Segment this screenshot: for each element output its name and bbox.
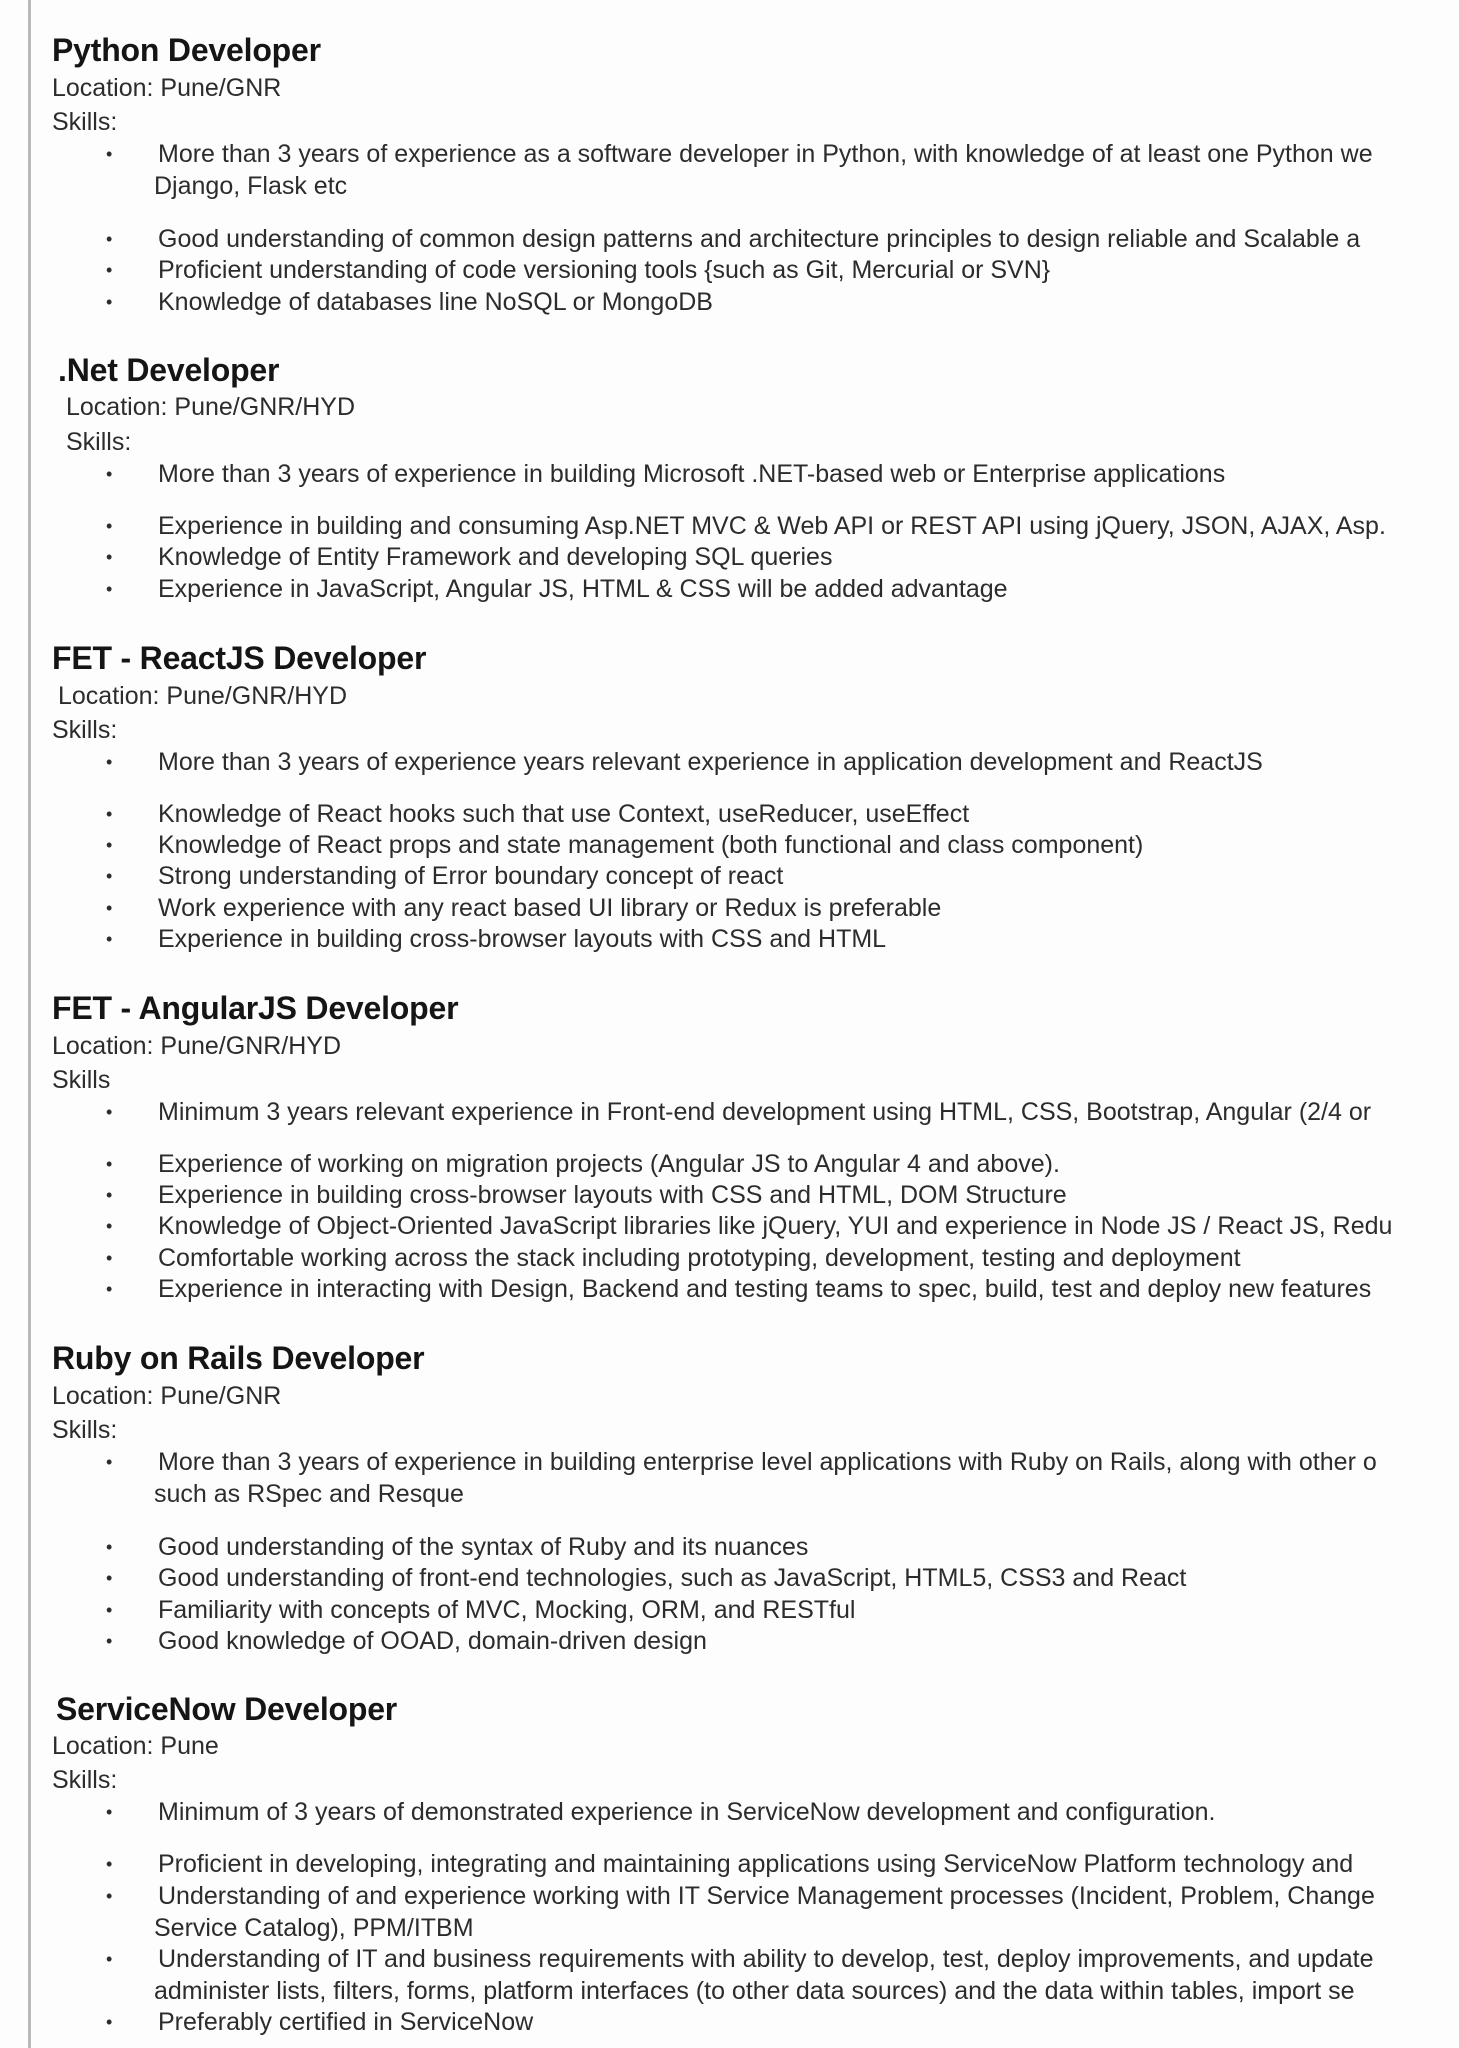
skill-text: Knowledge of Entity Framework and developing SQL queries xyxy=(158,543,833,571)
bullet-icon: • xyxy=(106,579,113,599)
skill-text: Familiarity with concepts of MVC, Mocking, ORM, and RESTful xyxy=(158,1596,856,1624)
job-skills-label: Skills: xyxy=(52,1416,118,1444)
skill-text: Proficient understanding of code versioning tools {such as Git, Mercurial or SVN} xyxy=(158,256,1051,284)
bullet-icon: • xyxy=(106,2012,113,2032)
bullet-icon: • xyxy=(106,1216,113,1236)
bullet-icon: • xyxy=(106,1600,113,1620)
skill-text: Proficient in developing, integrating and maintaining applications using ServiceNow Platform technology and xyxy=(158,1850,1354,1878)
bullet-icon: • xyxy=(106,1102,113,1122)
skill-text: Understanding of and experience working with IT Service Management processes (Incident, Problem, Change xyxy=(158,1882,1375,1910)
job-title: ServiceNow Developer xyxy=(56,1691,398,1727)
job-skills-label: Skills: xyxy=(52,108,118,136)
skill-text: Good understanding of front-end technologies, such as JavaScript, HTML5, CSS3 and React xyxy=(158,1564,1187,1592)
skill-text: Knowledge of databases line NoSQL or MongoDB xyxy=(158,288,713,316)
bullet-icon: • xyxy=(106,1631,113,1651)
bullet-icon: • xyxy=(106,898,113,918)
job-title: Ruby on Rails Developer xyxy=(52,1340,425,1376)
bullet-icon: • xyxy=(106,292,113,312)
skill-text: Experience in building cross-browser layouts with CSS and HTML xyxy=(158,925,887,953)
skill-text: Good understanding of the syntax of Ruby and its nuances xyxy=(158,1533,809,1561)
skill-text: Experience in JavaScript, Angular JS, HTML & CSS will be added advantage xyxy=(158,575,1008,603)
bullet-icon: • xyxy=(106,547,113,567)
job-title: Python Developer xyxy=(52,32,321,68)
job-location: Location: Pune/GNR/HYD xyxy=(58,682,348,710)
skill-text: Experience of working on migration projects (Angular JS to Angular 4 and above). xyxy=(158,1150,1060,1178)
skill-text: More than 3 years of experience years relevant experience in application development and ReactJS xyxy=(158,748,1263,776)
skill-text-continued: Django, Flask etc xyxy=(154,172,348,200)
bullet-icon: • xyxy=(106,1185,113,1205)
bullet-icon: • xyxy=(106,516,113,536)
skill-text: Minimum of 3 years of demonstrated experience in ServiceNow development and configuration. xyxy=(158,1798,1216,1826)
bullet-icon: • xyxy=(106,866,113,886)
skill-text: More than 3 years of experience in building Microsoft .NET-based web or Enterprise applications xyxy=(158,460,1226,488)
bullet-icon: • xyxy=(106,1802,113,1822)
skill-text: Minimum 3 years relevant experience in Front-end development using HTML, CSS, Bootstrap, Angular (2/4 or xyxy=(158,1098,1372,1126)
bullet-icon: • xyxy=(106,929,113,949)
job-location: Location: Pune/GNR/HYD xyxy=(52,1032,342,1060)
skill-text: Preferably certified in ServiceNow xyxy=(158,2008,534,2036)
job-skills-label: Skills: xyxy=(52,716,118,744)
bullet-icon: • xyxy=(106,804,113,824)
skill-text: Experience in interacting with Design, Backend and testing teams to spec, build, test and deploy new features xyxy=(158,1275,1372,1303)
bullet-icon: • xyxy=(106,1949,113,1969)
skill-text: Knowledge of React hooks such that use Context, useReducer, useEffect xyxy=(158,800,970,828)
skill-text-continued: administer lists, filters, forms, platform interfaces (to other data sources) and the data within tables, import se xyxy=(154,1977,1355,2005)
skill-text: Understanding of IT and business requirements with ability to develop, test, deploy improvements, and update xyxy=(158,1945,1374,1973)
bullet-icon: • xyxy=(106,752,113,772)
skill-text-continued: Service Catalog), PPM/ITBM xyxy=(154,1914,474,1942)
bullet-icon: • xyxy=(106,1568,113,1588)
bullet-icon: • xyxy=(106,1248,113,1268)
job-title: FET - AngularJS Developer xyxy=(52,990,459,1026)
job-title: .Net Developer xyxy=(58,352,280,388)
job-skills-label: Skills: xyxy=(52,1766,118,1794)
job-location: Location: Pune/GNR xyxy=(52,1382,282,1410)
bullet-icon: • xyxy=(106,464,113,484)
skill-text: Knowledge of Object-Oriented JavaScript libraries like jQuery, YUI and experience in Node JS / React JS, Redu xyxy=(158,1212,1393,1240)
bullet-icon: • xyxy=(106,260,113,280)
bullet-icon: • xyxy=(106,835,113,855)
skill-text: Good understanding of common design patterns and architecture principles to design reliable and Scalable a xyxy=(158,225,1361,253)
job-location: Location: Pune/GNR xyxy=(52,74,282,102)
bullet-icon: • xyxy=(106,1154,113,1174)
skill-text: Good knowledge of OOAD, domain-driven design xyxy=(158,1627,707,1655)
bullet-icon: • xyxy=(106,1854,113,1874)
job-title: FET - ReactJS Developer xyxy=(52,640,427,676)
skill-text: Work experience with any react based UI library or Redux is preferable xyxy=(158,894,942,922)
bullet-icon: • xyxy=(106,1886,113,1906)
skill-text: Experience in building and consuming Asp.NET MVC & Web API or REST API using jQuery, JSON, AJAX, Asp. xyxy=(158,512,1386,540)
skill-text-continued: such as RSpec and Resque xyxy=(154,1480,464,1508)
job-location: Location: Pune xyxy=(52,1732,219,1760)
job-skills-label: Skills xyxy=(52,1066,111,1094)
bullet-icon: • xyxy=(106,1279,113,1299)
skill-text: More than 3 years of experience as a software developer in Python, with knowledge of at least one Python we xyxy=(158,140,1373,168)
skill-text: More than 3 years of experience in building enterprise level applications with Ruby on Rails, along with other o xyxy=(158,1448,1377,1476)
bullet-icon: • xyxy=(106,1452,113,1472)
job-skills-label: Skills: xyxy=(66,428,132,456)
job-location: Location: Pune/GNR/HYD xyxy=(66,393,356,421)
bullet-icon: • xyxy=(106,229,113,249)
skill-text: Experience in building cross-browser layouts with CSS and HTML, DOM Structure xyxy=(158,1181,1067,1209)
bullet-icon: • xyxy=(106,144,113,164)
skill-text: Knowledge of React props and state management (both functional and class component) xyxy=(158,831,1144,859)
skill-text: Comfortable working across the stack including prototyping, development, testing and deployment xyxy=(158,1244,1241,1272)
bullet-icon: • xyxy=(106,1537,113,1557)
skill-text: Strong understanding of Error boundary concept of react xyxy=(158,862,784,890)
